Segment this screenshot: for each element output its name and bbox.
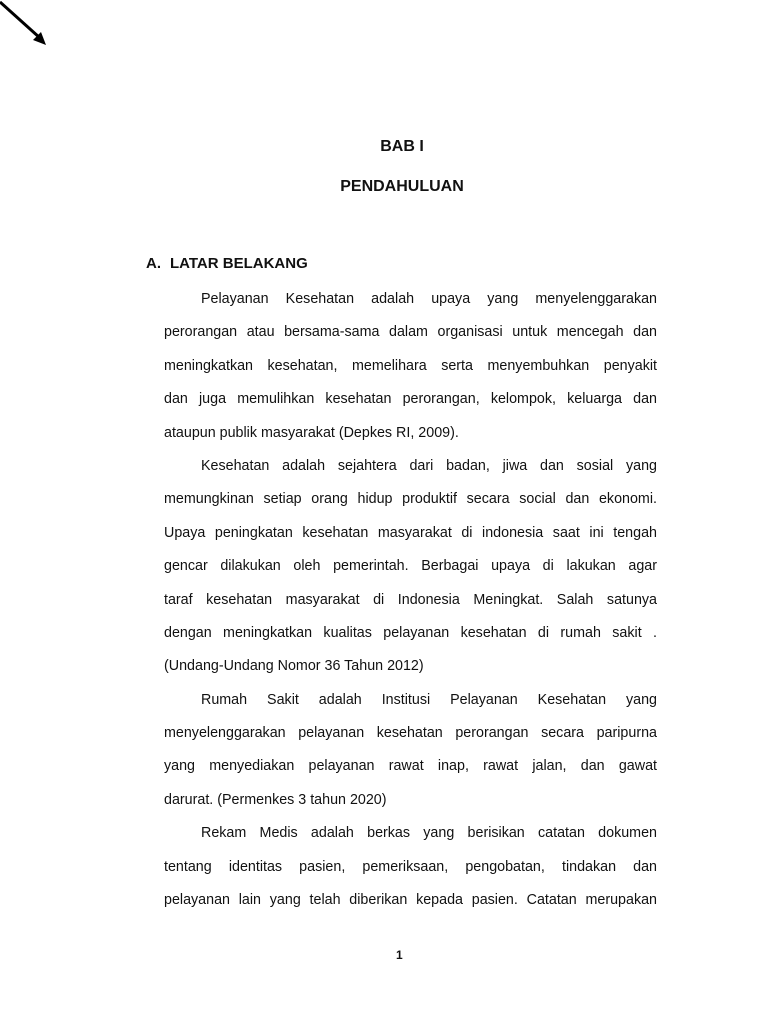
section-marker: A.	[146, 255, 161, 272]
text-line: Pelayanan Kesehatan adalah upaya yang menyelenggarakan	[201, 291, 657, 307]
text-line: taraf kesehatan masyarakat di Indonesia Meningkat. Salah satunya	[164, 591, 657, 608]
section-title: LATAR BELAKANG	[170, 255, 308, 272]
text-line: memungkinan setiap orang hidup produktif secara social dan ekonomi.	[164, 491, 657, 508]
text-line: perorangan atau bersama-sama dalam organisasi untuk mencegah dan	[164, 324, 657, 341]
text-line: menyelenggarakan pelayanan kesehatan perorangan secara paripurna	[164, 725, 657, 742]
text-line: ataupun publik masyarakat (Depkes RI, 2009).	[164, 424, 459, 441]
text-line: Upaya peningkatan kesehatan masyarakat di indonesia saat ini tengah	[164, 524, 657, 541]
text-line: (Undang-Undang Nomor 36 Tahun 2012)	[164, 658, 424, 675]
body-text	[164, 288, 657, 922]
text-line: Rumah Sakit adalah Institusi Pelayanan Kesehatan yang	[201, 691, 657, 708]
chapter-number: BAB I	[380, 138, 424, 155]
section-heading	[146, 255, 308, 272]
text-line: dan juga memulihkan kesehatan perorangan, kelompok, keluarga dan	[164, 391, 657, 408]
text-line: darurat. (Permenkes 3 tahun 2020)	[164, 791, 387, 808]
text-line: Kesehatan adalah sejahtera dari badan, jiwa dan sosial yang	[201, 457, 657, 474]
text-line: yang menyediakan pelayanan rawat inap, rawat jalan, dan gawat	[164, 758, 657, 775]
text-line: Rekam Medis adalah berkas yang berisikan catatan dokumen	[201, 825, 657, 842]
text-line: dengan meningkatkan kualitas pelayanan kesehatan di rumah sakit .	[164, 624, 657, 641]
corner-arrow-icon	[0, 0, 60, 60]
text-line: gencar dilakukan oleh pemerintah. Berbagai upaya di lakukan agar	[164, 558, 657, 575]
text-line: meningkatkan kesehatan, memelihara serta menyembuhkan penyakit	[164, 357, 657, 374]
text-line: tentang identitas pasien, pemeriksaan, pengobatan, tindakan dan	[164, 858, 657, 875]
page-number: 1	[396, 948, 403, 962]
text-line: pelayanan lain yang telah diberikan kepada pasien. Catatan merupakan	[164, 892, 657, 909]
chapter-title: PENDAHULUAN	[340, 178, 464, 195]
